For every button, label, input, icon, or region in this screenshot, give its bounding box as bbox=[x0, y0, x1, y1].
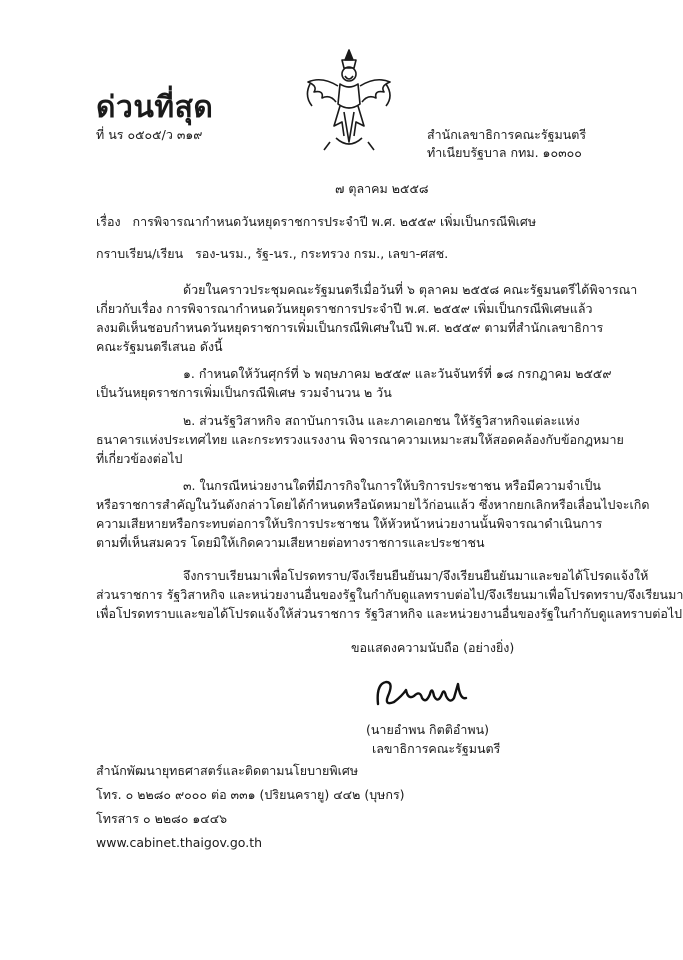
subject-text: การพิจารณากำหนดวันหยุดราชการประจำปี พ.ศ. ๒๕๕๙ เพิ่มเป็นกรณีพิเศษ bbox=[132, 214, 537, 229]
item3-line-3: ความเสียหายหรือกระทบต่อการให้บริการประชาชน ให้หัวหน้าหน่วยงานนั้นพิจารณาดำเนินการ bbox=[96, 516, 603, 531]
footer-unit: สำนักพัฒนายุทธศาสตร์และติดตามนโยบายพิเศษ bbox=[96, 763, 359, 778]
item3-line-4: ตามที่เห็นสมควร โดยมิให้เกิดความเสียหายต่อทางราชการและประชาชน bbox=[96, 535, 485, 550]
recipient-line bbox=[96, 244, 448, 264]
item2-line-2: ธนาคารแห่งประเทศไทย และกระทรวงแรงงาน พิจารณาความเหมาะสมให้สอดคล้องกับข้อกฎหมาย bbox=[96, 432, 624, 447]
garuda-emblem-icon bbox=[300, 46, 398, 156]
recipient-text: รอง-นรม., รัฐ-นร., กระทรวง กรม., เลขา-ศสช. bbox=[195, 246, 449, 261]
closing-line-2: ส่วนราชการ รัฐวิสาหกิจ และหน่วยงานอื่นของรัฐในกำกับดูแลทราบต่อไป/จึงเรียนมาเพื่อโปรดทราบ/จึงเรียนมา bbox=[96, 587, 683, 602]
item2-line-3: ที่เกี่ยวข้องต่อไป bbox=[96, 451, 183, 466]
document-date: ๗ ตุลาคม ๒๕๕๘ bbox=[335, 181, 429, 196]
intro-line-4: คณะรัฐมนตรีเสนอ ดังนี้ bbox=[96, 339, 223, 354]
footer-fax: โทรสาร ๐ ๒๒๘๐ ๑๔๔๖ bbox=[96, 811, 228, 826]
intro-line-3: ลงมติเห็นชอบกำหนดวันหยุดราชการเพิ่มเป็นกรณีพิเศษในปี พ.ศ. ๒๕๕๙ ตามที่สำนักเลขาธิการ bbox=[96, 320, 604, 335]
item2-line-1: ๒. ส่วนรัฐวิสาหกิจ สถาบันการเงิน และภาคเอกชน ให้รัฐวิสาหกิจแต่ละแห่ง bbox=[183, 413, 580, 428]
recipient-label: กราบเรียน/เรียน bbox=[96, 246, 184, 261]
urgent-stamp: ด่วนที่สุด bbox=[96, 90, 214, 125]
office-address: ทำเนียบรัฐบาล กทม. ๑๐๓๐๐ bbox=[427, 145, 582, 160]
subject-line bbox=[96, 212, 536, 232]
footer-website: www.cabinet.thaigov.go.th bbox=[96, 835, 263, 850]
intro-line-2: เกี่ยวกับเรื่อง การพิจารณากำหนดวันหยุดราชการประจำปี พ.ศ. ๒๕๕๙ เพิ่มเป็นกรณีพิเศษแล้ว bbox=[96, 301, 593, 316]
subject-label: เรื่อง bbox=[96, 214, 121, 229]
handwritten-signature-icon bbox=[372, 674, 472, 714]
intro-line-1: ด้วยในคราวประชุมคณะรัฐมนตรีเมื่อวันที่ ๖ ตุลาคม ๒๕๕๘ คณะรัฐมนตรีได้พิจารณา bbox=[183, 282, 638, 297]
signatory-position: เลขาธิการคณะรัฐมนตรี bbox=[372, 741, 501, 756]
signatory-name: (นายอำพน กิตติอำพน) bbox=[366, 722, 490, 737]
issuing-office: สำนักเลขาธิการคณะรัฐมนตรี bbox=[427, 127, 587, 142]
closing-line-1: จึงกราบเรียนมาเพื่อโปรดทราบ/จึงเรียนยืนยันมา/จึงเรียนยืนยันมาและขอได้โปรดแจ้งให้ bbox=[183, 568, 649, 583]
reference-number: ที่ นร ๐๕๐๕/ว ๓๑๙ bbox=[96, 127, 203, 142]
item1-line-2: เป็นวันหยุดราชการเพิ่มเป็นกรณีพิเศษ รวมจำนวน ๒ วัน bbox=[96, 385, 392, 400]
item3-line-1: ๓. ในกรณีหน่วยงานใดที่มีภารกิจในการให้บริการประชาชน หรือมีความจำเป็น bbox=[183, 478, 601, 493]
closing-line-3: เพื่อโปรดทราบและขอได้โปรดแจ้งให้ส่วนราชการ รัฐวิสาหกิจ และหน่วยงานอื่นของรัฐในกำกับดูแลทราบต่อไป bbox=[96, 606, 683, 621]
item3-line-2: หรือราชการสำคัญในวันดังกล่าวโดยได้กำหนดหรือนัดหมายไว้ก่อนแล้ว ซึ่งหากยกเลิกหรือเลื่อนไปจะเกิด bbox=[96, 497, 650, 512]
footer-phone: โทร. ๐ ๒๒๘๐ ๙๐๐๐ ต่อ ๓๓๑ (ปริยนครายู) ๔๔๒ (บุษกร) bbox=[96, 787, 405, 802]
regards-line: ขอแสดงความนับถือ (อย่างยิ่ง) bbox=[351, 640, 515, 655]
item1-line-1: ๑. กำหนดให้วันศุกร์ที่ ๖ พฤษภาคม ๒๕๕๙ และวันจันทร์ที่ ๑๘ กรกฎาคม ๒๕๕๙ bbox=[183, 366, 612, 381]
